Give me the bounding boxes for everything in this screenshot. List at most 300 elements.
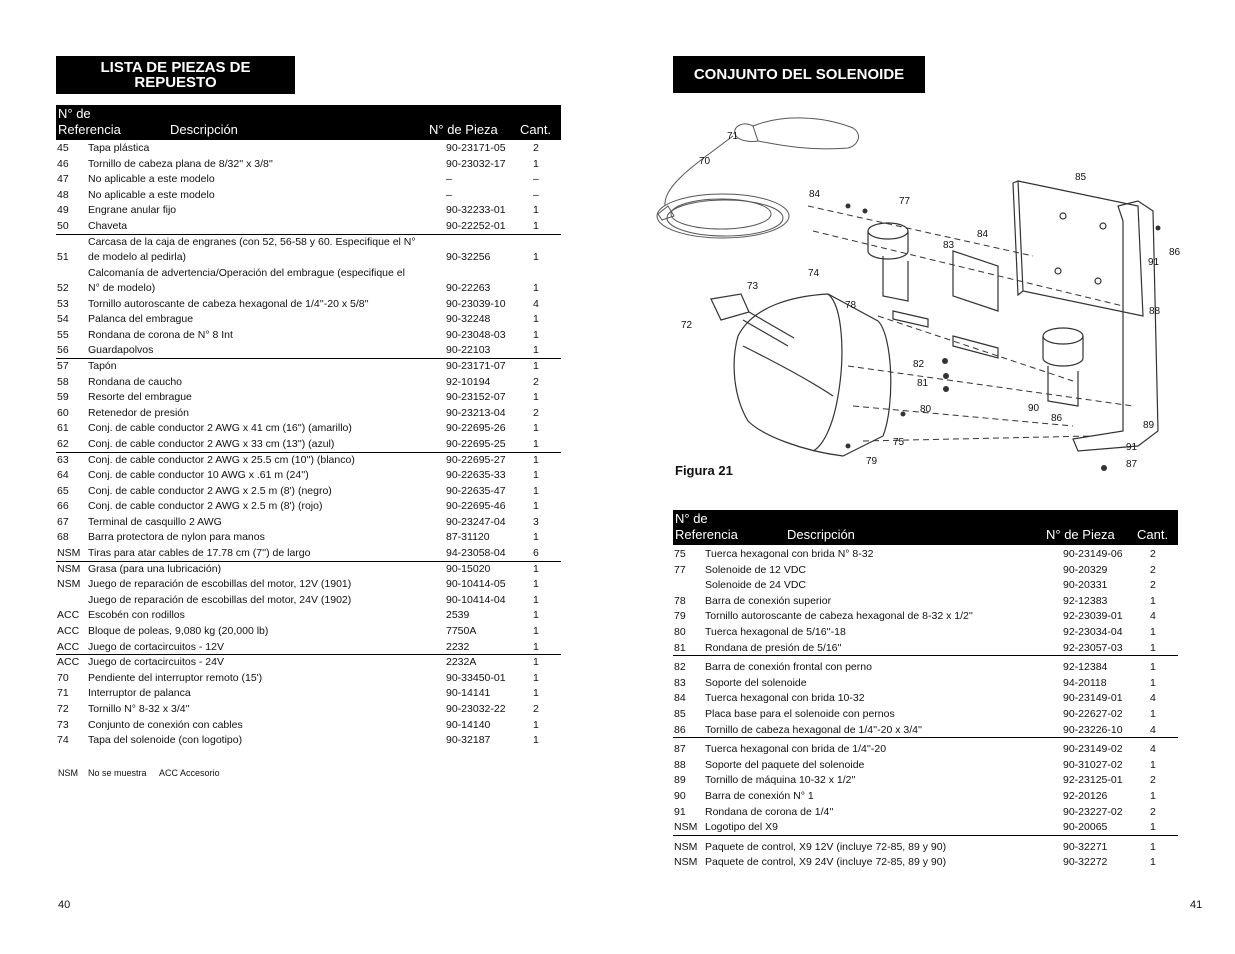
diagram-callouts [681,131,1181,470]
page-number: 40 [58,899,71,911]
callout-85: 85 [1075,172,1087,183]
row-part-number: 90-22695-26 [446,422,506,435]
table-row [673,723,1178,739]
row-description: Tuerca hexagonal con brida de 1/4''-20 [705,743,887,756]
row-quantity: 1 [533,484,539,497]
assembly-lines [808,206,1133,441]
row-ref: NSM [674,856,698,869]
row-quantity: 1 [533,328,539,341]
row-part-number: 92-20126 [1063,789,1108,802]
row-ref: 51 [57,251,69,264]
row-description: Solenoide de 24 VDC [705,579,806,592]
row-quantity: 1 [533,422,539,435]
row-part-number: 90-15020 [446,562,491,575]
row-description: Conj. de cable conductor 2 AWG x 41 cm (16'') (amarillo) [88,422,352,435]
row-description: Juego de cortacircuitos - 12V [88,640,224,653]
row-description: Tapa plástica [88,142,150,154]
solenoid-upper [868,223,908,301]
row-description: Pendiente del interruptor remoto (15') [88,671,263,684]
row-quantity: 1 [1150,758,1156,771]
row-description: Conj. de cable conductor 10 AWG x .61 m (24'') [88,469,309,482]
row-ref: 88 [674,758,686,771]
row-ref: NSM [57,547,81,560]
callout-70: 70 [699,156,711,167]
table-row [56,343,561,359]
header-part: N° de Pieza [429,122,498,137]
row-description: Calcomanía de advertencia/Operación del embrague (especifique el N° de modelo) [88,266,405,295]
table-row [56,437,561,453]
left-page [0,0,617,954]
header-ref: N° de Referencia [675,511,738,542]
row-ref: 54 [57,313,69,326]
row-description: Tuerca hexagonal de 5/16''-18 [705,625,846,638]
table-row [56,157,561,173]
table-row [56,499,561,515]
row-part-number: 90-14140 [446,718,491,731]
row-description: Retenedor de presión [88,406,189,419]
row-quantity: 1 [1150,676,1156,689]
row-ref: 47 [57,173,69,186]
row-ref: NSM [674,840,698,853]
row-part-number: 92-12383 [1063,594,1108,607]
table-row [56,577,561,593]
row-part-number: 92-23039-01 [1063,610,1123,623]
row-part-number: 92-10194 [446,375,491,388]
table-body [673,547,1178,871]
table-row [673,707,1178,723]
row-quantity: 4 [1150,610,1156,623]
row-quantity: 1 [533,625,539,638]
table-row [56,406,561,422]
row-ref: 84 [674,692,686,705]
table-row [56,203,561,219]
table-body [56,141,561,749]
table-header [56,105,561,140]
row-part-number: 90-20065 [1063,821,1108,834]
table-row [673,594,1178,610]
row-description: Conjunto de conexión con cables [88,718,243,731]
table-row [56,671,561,687]
row-part-number: 94-20118 [1063,676,1107,689]
row-ref: 62 [57,437,69,450]
row-quantity: 1 [533,640,539,653]
row-quantity: 2 [1150,548,1156,560]
row-quantity: 1 [533,219,539,232]
row-quantity: 1 [533,469,539,482]
table-row [56,530,561,546]
callout-84: 84 [809,189,821,200]
row-description: Conj. de cable conductor 2 AWG x 2.5 m (8') (rojo) [88,500,323,513]
row-part-number: 90-32256 [446,251,491,264]
row-description: Paquete de control, X9 24V (incluye 72-85, 89 y 90) [705,856,947,869]
callout-83: 83 [943,240,955,251]
row-description: Guardapolvos [88,344,154,357]
row-description: Tornillo autoroscante de cabeza hexagonal de 1/4''-20 x 5/8'' [88,297,369,310]
parts-table-right [673,510,1178,871]
table-row [56,453,561,469]
row-ref: 71 [57,687,69,700]
exploded-diagram [653,106,1181,476]
row-quantity: 1 [533,500,539,513]
row-description: Rondana de corona de 1/4'' [705,805,834,818]
row-part-number: 92-12384 [1063,661,1108,674]
row-description: Tapa del solenoide (con logotipo) [88,734,243,747]
row-description: Solenoide de 12 VDC [705,563,806,576]
row-ref: 61 [57,422,69,435]
table-row [56,219,561,235]
row-ref: 90 [674,789,686,802]
row-part-number: 92-23034-04 [1063,625,1123,638]
remote-pendant [657,118,858,238]
table-row [673,563,1178,579]
solenoid-bracket [1073,201,1158,451]
row-description: Barra de conexión N° 1 [705,789,814,802]
row-ref: NSM [674,821,698,834]
table-row [56,733,561,749]
row-description: Conj. de cable conductor 2 AWG x 2.5 m (8') (negro) [88,484,332,497]
row-part-number: 90-23171-05 [446,142,506,154]
row-part-number: 87-31120 [446,531,490,544]
callout-86b: 86 [1051,413,1063,424]
row-description: Barra de conexión superior [705,594,832,607]
row-description: Terminal de casquillo 2 AWG [88,515,222,528]
row-quantity: 1 [1150,641,1156,654]
row-description: Tornillo de cabeza hexagonal de 1/4''-20 x 3/4'' [705,723,922,736]
row-quantity: 1 [533,609,539,622]
table-row [673,820,1178,836]
row-ref: 63 [57,453,69,466]
row-quantity: 3 [533,515,539,528]
row-part-number: 90-32187 [446,734,491,747]
table-row [673,742,1178,758]
row-ref: 83 [674,676,686,689]
row-quantity: 1 [1150,840,1156,853]
row-part-number: 90-33450-01 [446,671,506,684]
row-ref: ACC [57,656,80,669]
table-row [673,758,1178,774]
row-quantity: 1 [533,204,539,217]
parts-table-left [56,105,561,749]
row-ref: 86 [674,723,686,736]
row-ref: 55 [57,328,69,341]
table-row [56,468,561,484]
callout-91: 91 [1148,257,1160,268]
row-ref: 60 [57,406,69,419]
row-quantity: 2 [1150,579,1156,592]
row-ref: 85 [674,707,686,720]
row-description: Bloque de poleas, 9,080 kg (20,000 lb) [88,625,269,638]
header-qty: Cant. [520,122,552,137]
row-ref: 52 [57,282,69,295]
callout-86: 86 [1169,247,1181,258]
row-part-number: 90-32248 [446,313,491,326]
row-part-number: 90-22695-46 [446,500,506,513]
row-ref: 67 [57,515,69,528]
row-ref: 49 [57,204,69,217]
callout-80: 80 [920,404,932,415]
table-row [56,718,561,734]
callout-75: 75 [893,437,905,448]
row-description: Juego de cortacircuitos - 24V [88,656,224,669]
row-part-number: 90-22695-25 [446,437,506,450]
solenoid-assembly-title: CONJUNTO DEL SOLENOIDE [673,56,925,93]
row-part-number: 90-20329 [1063,563,1108,576]
row-quantity: 6 [533,547,539,560]
row-description: Carcasa de la caja de engranes (con 52, 56-58 y 60. Especifique el N° de modelo al pedirla) [88,235,416,264]
row-quantity: 4 [1150,692,1156,705]
row-quantity: 2 [533,142,539,154]
row-description: Soporte del solenoide [705,676,807,689]
row-ref: NSM [57,562,81,575]
row-quantity: 2 [533,375,539,388]
row-description: Interruptor de palanca [88,687,191,700]
row-part-number: 7750A [446,625,477,638]
row-quantity: 1 [533,531,539,544]
row-part-number: 90-23039-10 [446,297,506,310]
row-ref: 56 [57,344,69,357]
table-row [56,235,561,266]
table-row [673,660,1178,676]
hardware [846,204,1161,472]
row-quantity: 1 [533,578,539,591]
row-ref: 77 [674,563,686,576]
row-part-number: 90-32272 [1063,856,1108,869]
figure-label: Figura 21 [675,463,733,478]
row-part-number: 90-23227-02 [1063,805,1123,818]
table-row [56,655,561,671]
solenoid-cover [734,294,891,456]
row-part-number: 2539 [446,609,470,622]
row-description: Barra de conexión frontal con perno [705,661,872,674]
row-quantity: 1 [533,437,539,450]
row-part-number: 90-23149-01 [1063,692,1123,705]
row-part-number: 90-23152-07 [446,391,506,404]
row-description: Escobén con rodillos [88,609,185,622]
table-row [673,609,1178,625]
callout-77: 77 [899,196,911,207]
row-quantity: 1 [533,593,539,606]
row-ref: 59 [57,391,69,404]
header-part: N° de Pieza [1046,527,1115,542]
header-desc: Descripción [787,527,855,542]
row-ref: 72 [57,703,69,715]
row-description: Grasa (para una lubricación) [88,562,222,575]
row-quantity: 2 [1150,563,1156,576]
row-quantity: 1 [533,313,539,326]
row-part-number: 90-23032-22 [446,703,506,715]
table-row [56,484,561,500]
row-part-number: 90-22263 [446,282,491,295]
table-row [56,624,561,640]
row-quantity: – [533,173,539,186]
row-ref: ACC [57,625,80,638]
row-description: Tornillo N° 8-32 x 3/4'' [88,703,190,715]
callout-73: 73 [747,281,759,292]
row-ref: 80 [674,625,686,638]
row-description: Tuerca hexagonal con brida 10-32 [705,692,865,705]
callout-84b: 84 [977,229,989,240]
parts-list-title: LISTA DE PIEZAS DE REPUESTO [56,56,295,94]
row-ref: 68 [57,531,69,544]
right-page [617,0,1235,954]
callout-78: 78 [845,300,857,311]
header-desc: Descripción [170,122,238,137]
table-row [673,578,1178,594]
row-description: Logotipo del X9 [705,821,778,834]
table-row [56,297,561,313]
table-row [56,546,561,562]
row-ref: 78 [674,594,686,607]
row-quantity: 2 [1150,774,1156,787]
row-part-number: 92-23057-03 [1063,641,1123,654]
row-quantity: 4 [1150,743,1156,756]
row-quantity: 4 [533,297,539,310]
table-row [673,547,1178,563]
row-description: Tornillo de máquina 10-32 x 1/2'' [705,774,856,787]
row-quantity: 1 [533,391,539,404]
mount-bracket [953,251,998,311]
row-part-number: 94-23058-04 [446,547,506,560]
callout-82: 82 [913,359,925,370]
row-quantity: 1 [533,453,539,466]
table-row [56,375,561,391]
callout-90: 90 [1028,403,1040,414]
row-description: Tiras para atar cables de 17.78 cm (7'') de largo [88,547,311,560]
row-description: Chaveta [88,219,128,232]
row-quantity: 1 [1150,594,1156,607]
row-description: Rondana de caucho [88,375,182,388]
header-qty: Cant. [1137,527,1169,542]
row-ref: 58 [57,375,69,388]
row-description: Tapón [88,359,117,372]
table-row [673,840,1178,856]
row-part-number: 90-14141 [446,687,491,700]
page-number: 41 [1190,899,1203,911]
callout-74: 74 [808,268,820,279]
row-quantity: 1 [1150,789,1156,802]
row-quantity: 1 [533,671,539,684]
row-description: Rondana de corona de N° 8 Int [88,328,233,341]
row-quantity: 4 [1150,723,1156,736]
table-row [673,625,1178,641]
table-row [56,593,561,609]
callout-72: 72 [681,320,693,331]
table-row [673,855,1178,871]
row-part-number: 2232 [446,640,470,653]
row-part-number: 90-23226-10 [1063,723,1123,736]
row-ref: ACC [57,609,80,622]
row-ref: 53 [57,297,69,310]
row-ref: 50 [57,219,69,232]
row-quantity: 1 [533,359,539,372]
row-ref: 75 [674,548,686,560]
table-row [673,691,1178,707]
row-quantity: – [533,188,539,201]
callout-81: 81 [917,378,929,389]
table-row [56,188,561,204]
footnote-acc: ACC Accesorio [159,768,220,778]
row-part-number: 90-23149-02 [1063,743,1123,756]
row-part-number: 90-32271 [1063,840,1108,853]
row-ref: 65 [57,484,69,497]
table-row [56,702,561,718]
row-part-number: 90-22252-01 [446,219,506,232]
row-part-number: 90-10414-04 [446,593,506,606]
table-row [56,421,561,437]
row-part-number: 90-10414-05 [446,578,506,591]
row-quantity: 1 [1150,707,1156,720]
row-description: Juego de reparación de escobillas del motor, 12V (1901) [88,578,352,591]
row-quantity: 1 [1150,625,1156,638]
table-row [673,773,1178,789]
row-quantity: 1 [533,157,539,170]
row-quantity: 1 [1150,661,1156,674]
row-ref: 66 [57,500,69,513]
row-description: Barra protectora de nylon para manos [88,531,265,544]
row-part-number: 90-22627-02 [1063,707,1123,720]
row-description: No aplicable a este modelo [88,173,215,186]
table-row [56,686,561,702]
callout-79: 79 [866,456,878,467]
row-part-number: 90-22103 [446,344,491,357]
callout-71: 71 [727,131,739,142]
row-description: Paquete de control, X9 12V (incluye 72-85, 89 y 90) [705,840,947,853]
table-row [673,641,1178,657]
header-ref: N° de Referencia [58,106,121,137]
table-row [56,141,561,157]
row-part-number: 2232A [446,656,477,669]
row-part-number: 90-23171-07 [446,359,506,372]
row-part-number: 90-23032-17 [446,157,506,170]
row-description: Conj. de cable conductor 2 AWG x 33 cm (13'') (azul) [88,437,335,450]
row-ref: 82 [674,661,686,674]
callout-91b: 91 [1126,442,1138,453]
row-part-number: 90-23048-03 [446,328,506,341]
callout-88: 88 [1149,306,1161,317]
row-description: Conj. de cable conductor 2 AWG x 25.5 cm (10'') (blanco) [88,453,355,466]
row-quantity: 1 [533,344,539,357]
row-description: No aplicable a este modelo [88,188,215,201]
row-quantity: 1 [533,687,539,700]
connection-bars [893,311,998,358]
table-row [56,266,561,297]
row-part-number: 92-23125-01 [1063,774,1123,787]
row-part-number: 90-32233-01 [446,204,506,217]
row-description: Juego de reparación de escobillas del motor, 24V (1902) [88,593,352,606]
row-ref: 87 [674,743,686,756]
row-description: Engrane anular fijo [88,204,177,217]
row-quantity: 1 [533,251,539,264]
table-row [56,515,561,531]
row-ref: 45 [57,142,69,154]
table-header [673,510,1178,545]
row-part-number: 90-31027-02 [1063,758,1123,771]
row-ref: 46 [57,157,69,170]
row-part-number: 90-23213-04 [446,406,506,419]
row-part-number: 90-23149-06 [1063,548,1123,560]
row-description: Palanca del embrague [88,313,194,326]
table-row [56,390,561,406]
row-part-number: – [446,173,452,186]
table-row [56,562,561,578]
table-row [56,640,561,656]
row-quantity: 1 [533,656,539,669]
row-ref: 70 [57,671,69,684]
row-quantity: 1 [533,734,539,747]
row-quantity: 2 [533,406,539,419]
row-quantity: 2 [1150,805,1156,818]
row-part-number: 90-20331 [1063,579,1108,592]
